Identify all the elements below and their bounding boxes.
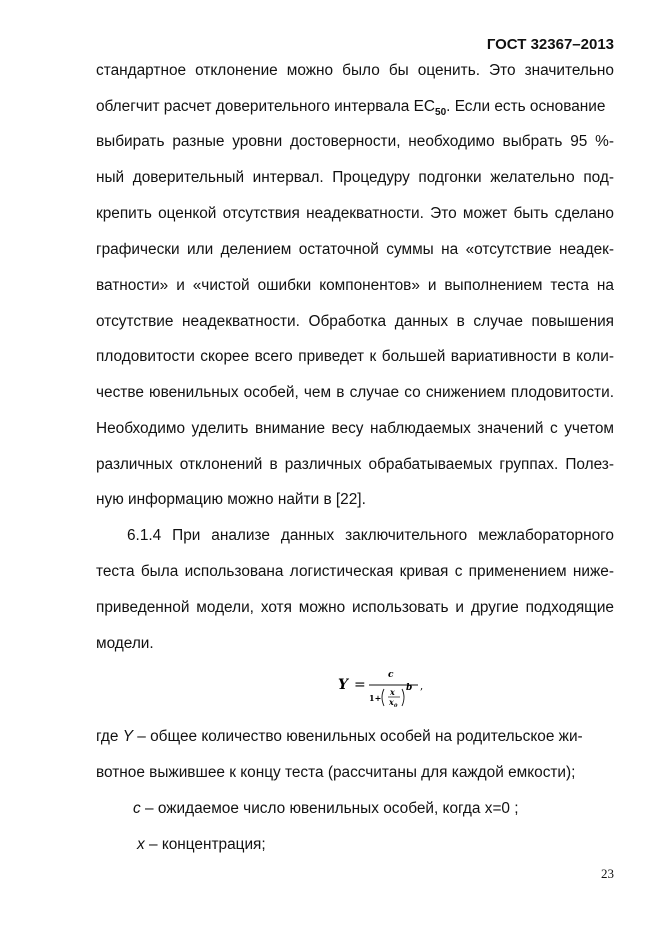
text-line: графически или делением остаточной суммы на «отсутствие неадек- [96,241,614,258]
formula-x: x [390,687,395,697]
text-line: плодовитости скорее всего приведет к большей вариативности в коли- [96,348,614,365]
text-line: Необходимо уделить внимание весу наблюдаемых значений с учетом [96,420,614,437]
formula-x0-sub: 0 [394,703,398,709]
text-line: ную информацию можно найти в [22]. [96,491,366,508]
formula-x0: x [389,697,394,707]
formula-exponent: b [406,683,413,693]
formula-numerator: c [388,670,394,680]
definition-line [96,728,583,746]
text-line: ный доверительный интервал. Процедуру подгонки желательно под- [96,169,614,186]
text-line: выбирать разные уровни достоверности, необходимо выбрать 95 %- [96,133,614,150]
text-line: ватности» и «чистой ошибки компонентов» и выполнением теста на [96,277,614,294]
text-line: модели. [96,635,154,652]
text-segment: . Если есть основание [446,98,606,115]
symbol: Y [122,728,134,745]
formula-lhs: Y [338,677,348,693]
text-line: честве ювенильных особей, чем в случае со снижением плодовитости. [96,384,614,401]
formula-den-one: 1+ [369,693,382,703]
text-line: стандартное отклонение можно было бы оценить. Это значительно [96,62,614,79]
text-segment: где [96,728,123,745]
text-line: приведенной модели, хотя можно использовать и другие подходящие [96,599,614,616]
text-segment: – общее количество ювенильных особей на родительское жи- [133,728,583,745]
formula-eq: = [354,677,366,693]
subscript: 50 [435,107,447,119]
text-line: отсутствие неадекватности. Обработка данных в случае повышения [96,313,614,330]
text-line: крепить оценкой отсутствия неадекватности. Это может быть сделано [96,205,614,222]
text-segment: – концентрация; [144,836,266,853]
text-line: различных отклонений в различных обрабатываемых группах. Полез- [96,456,614,473]
definition-line [133,800,519,818]
document-header: ГОСТ 32367–2013 [486,36,614,53]
symbol: c [133,800,141,817]
text-line [96,98,605,118]
definition-line [137,836,266,854]
page-number: 23 [601,866,614,881]
text-line: 6.1.4 При анализе данных заключительного межлабораторного [127,527,614,544]
logistic-formula [336,663,456,713]
text-segment: – ожидаемое число ювенильных особей, когда x=0 ; [140,800,519,817]
formula-comma: , [420,681,424,692]
text-segment: облегчит расчет доверительного интервала EC [96,98,436,115]
definition-line: вотное выжившее к концу теста (рассчитаны для каждой емкости); [96,764,576,781]
symbol: x [137,836,145,853]
text-line: теста была использована логистическая кривая с применением ниже- [96,563,614,580]
